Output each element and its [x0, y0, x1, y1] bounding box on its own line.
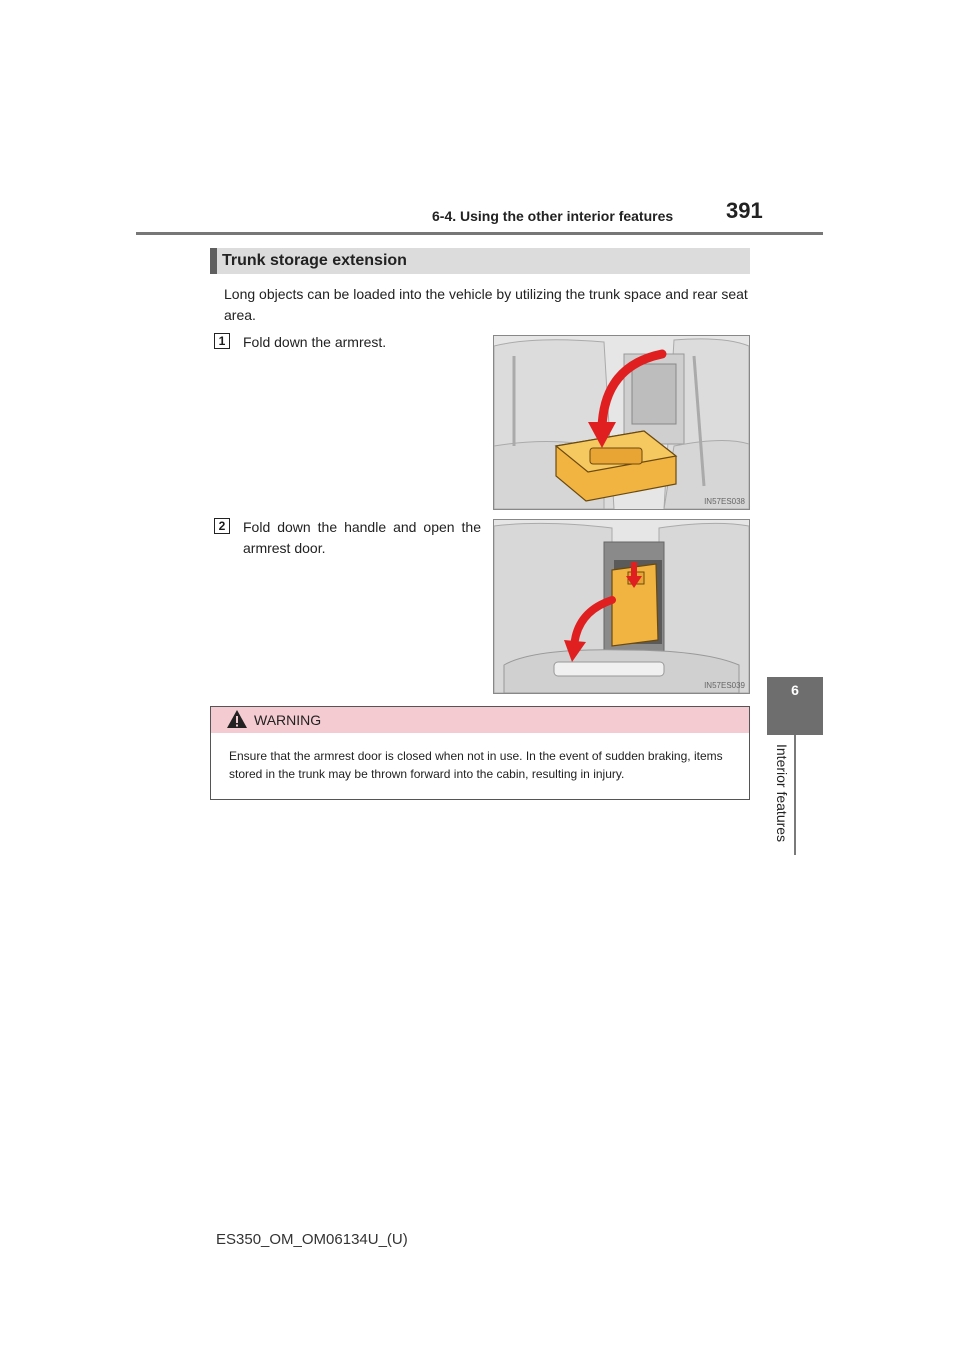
header-divider [136, 232, 823, 235]
figure-code-1: IN57ES038 [704, 497, 745, 506]
header-section-path: 6-4. Using the other interior features [432, 208, 674, 224]
warning-triangle-icon [226, 709, 248, 734]
chapter-number: 6 [791, 682, 799, 698]
warning-text: Ensure that the armrest door is closed when not in use. In the event of sudden braking, items stored in the trunk may be thrown forward into the cabin, resulting in injury. [229, 749, 723, 781]
section-title: Trunk storage extension [222, 252, 407, 269]
footer-doc-code: ES350_OM_OM06134U_(U) [216, 1231, 408, 1248]
figure-code-2: IN57ES039 [704, 681, 745, 690]
warning-title: WARNING [254, 712, 322, 728]
armrest-door-drawing [494, 520, 749, 693]
step-1-text: Fold down the armrest. [243, 334, 387, 350]
step-2-number: 2 [214, 518, 230, 534]
armrest-fold-drawing [494, 336, 749, 509]
page-number: 391 [726, 198, 763, 223]
step-2-text: Fold down the handle and open the armrest door. [243, 519, 481, 556]
step-1-number: 1 [214, 333, 230, 349]
chapter-label: Interior features [774, 744, 790, 843]
chapter-tab-divider [794, 735, 796, 855]
armrest-door-illustration [493, 519, 750, 694]
armrest-fold-illustration [493, 335, 750, 510]
section-intro: Long objects can be loaded into the vehicle by utilizing the trunk space and rear seat area. [224, 286, 748, 323]
